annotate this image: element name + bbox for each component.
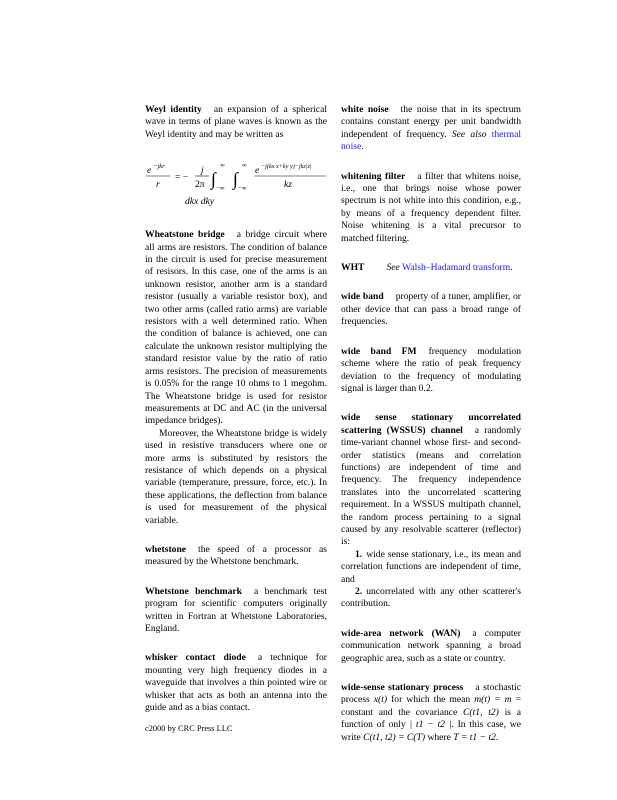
entry-whetstone bbox=[145, 544, 327, 569]
definition-part: for which the mean bbox=[391, 694, 471, 706]
term: wide band FM bbox=[341, 345, 417, 357]
definition: a filter that whitens noise, i.e., one that brings noise whose power spectrum is not white into this condition, e.g., by means of a frequency dependent filter. Noise whitening is a vital precursor to matched filtering. bbox=[341, 170, 521, 244]
term: white noise bbox=[341, 104, 389, 115]
footer-copyright: c2000 by CRC Press LLC bbox=[145, 724, 233, 733]
term: wide band bbox=[341, 291, 384, 303]
definition: the noise that in its spectrum contains constant energy per unit bandwidth independent of frequency. bbox=[341, 104, 521, 140]
lhs-num: e bbox=[147, 165, 152, 177]
lhs-num-exp: −jkr bbox=[153, 163, 165, 171]
entry-whisker-contact-diode bbox=[145, 652, 327, 714]
int1-upper: ∞ bbox=[220, 162, 225, 170]
definition-part: a stochastic process bbox=[341, 682, 521, 706]
weyl-equation-svg bbox=[145, 147, 327, 211]
entry-wide-area-network bbox=[341, 628, 521, 665]
definition: a benchmark test program for scientific computers originally written in Fortran at Whetstone Laboratories, England. bbox=[145, 585, 327, 634]
list-number: 2. bbox=[355, 586, 363, 597]
see-label: See bbox=[386, 262, 400, 274]
integral-2: ∫ bbox=[233, 169, 238, 190]
entry-wheatstone-bridge bbox=[145, 229, 327, 527]
term: wide-sense stationary process bbox=[341, 682, 464, 694]
term: wide sense stationary uncorrelated scattering (WSSUS) channel bbox=[341, 412, 521, 436]
entry-wss-process bbox=[341, 682, 521, 744]
see-also-label: See also bbox=[451, 128, 487, 140]
right-column bbox=[341, 104, 521, 761]
term: Weyl identity bbox=[145, 104, 202, 115]
definition-part: . In this case, we write bbox=[341, 719, 521, 743]
integrand-den: kz bbox=[284, 179, 292, 191]
integrand-e: e bbox=[255, 165, 260, 177]
integrand-exp: −j(kx x+ky y)−jkz|z| bbox=[261, 163, 312, 171]
list-item-2 bbox=[341, 586, 521, 611]
integral-1: ∫ bbox=[211, 169, 216, 190]
definition: the speed of a processor as measured by the Whetstone benchmark. bbox=[145, 543, 327, 568]
link-walsh-hadamard[interactable]: Walsh–Hadamard transform bbox=[402, 262, 511, 274]
frac-den: 2π bbox=[195, 179, 205, 191]
term: WHT bbox=[341, 262, 365, 274]
definition: a randomly time-variant channel whose first- and second-order statistics (means and correlation functions) are independent of time and frequency. The frequency independence translates into the uncorrelated scattering requirement. In a WSSUS multipath channel, the random process pertaining to a signal caused by any resolvable scatterer (reflector) is: bbox=[341, 424, 521, 548]
math-c-equation: C(t1, t2) = C(T) bbox=[363, 731, 426, 743]
definition-continued: Moreover, the Wheatstone bridge is widely used in resistive transducers where one or more arms is substituted by resistors the resistance of which depends on a physical variable (temperature, pressure, force, etc.). In these applications, the deflection from balance is used for measurement of the physical variable. bbox=[145, 427, 327, 526]
int2-upper: ∞ bbox=[242, 162, 247, 170]
definition-part: where bbox=[427, 731, 451, 743]
definition: property of a tuner, amplifier, or other device that can pass a broad range of frequencies. bbox=[341, 291, 521, 328]
definition: an expansion of a spherical wave in terms of plane waves is known as the Weyl identity and may be written as bbox=[145, 104, 327, 140]
definition: frequency modulation scheme where the ratio of peak frequency deviation to the frequency of modulating signal is larger than 0.2. bbox=[341, 345, 521, 394]
entry-wide-band bbox=[341, 291, 521, 328]
weyl-equation bbox=[145, 147, 327, 211]
lhs-den: r bbox=[156, 179, 160, 191]
definition-part: is a function of only bbox=[341, 706, 521, 731]
equals-sign: = − bbox=[175, 172, 189, 184]
entry-white-noise bbox=[341, 104, 521, 154]
entry-wide-band-fm bbox=[341, 346, 521, 396]
entry-wssus-channel bbox=[341, 412, 521, 611]
math-covariance: C(t1, t2) bbox=[463, 706, 499, 718]
math-x-t: x(t) bbox=[373, 694, 388, 706]
definition: a bridge circuit where all arms are resistors. The condition of balance in the circuit is used for precise measurement of resisors. In this case, one of the arms is an unknown resistor, another arm is a standard resistor (usually a variable resistor box), and two other arms (called ratio arms) are variable resistors with a well determined ratio. When the condition of balance is achieved, one can calculate the unknown resistor multiplying the standard resistor value by the ratio of ratio arms resistors. The precision of measurements is 0.05% for the range 10 ohms to 1 megohm. The Wheatstone bridge is used for resistor measurements at DC and AC (in the universal impedance bridges). bbox=[145, 229, 328, 427]
math-t-equation: T = t1 − t2 bbox=[453, 731, 496, 743]
entry-weyl-identity bbox=[145, 104, 327, 141]
entry-wht bbox=[341, 262, 521, 274]
term: whisker contact diode bbox=[145, 652, 246, 664]
int2-lower: −∞ bbox=[238, 185, 247, 193]
period: . bbox=[361, 141, 364, 153]
list-text: wide sense stationary, i.e., its mean and correlation functions are independent of time, and bbox=[341, 548, 521, 585]
term: whetstone bbox=[145, 543, 187, 555]
definition: a technique for mounting very high frequency diodes in a waveguide that involves a thin pointed wire or whisker that acts as both an antenna into the guide and as a bias contact. bbox=[145, 652, 327, 714]
definition: a computer communication network spanning a broad geographic area, such as a state or country. bbox=[341, 627, 521, 664]
list-item-1 bbox=[341, 549, 521, 586]
math-mean: m(t) = m bbox=[474, 694, 512, 706]
definition-part: = constant and the covariance bbox=[341, 694, 522, 718]
left-column bbox=[145, 104, 327, 731]
int1-lower: −∞ bbox=[216, 185, 225, 193]
list-text: uncorrelated with any other scatterer's contribution. bbox=[341, 586, 521, 610]
link-thermal-noise[interactable]: thermal noise bbox=[341, 128, 521, 153]
term: Wheatstone bridge bbox=[145, 229, 225, 241]
differentials: dkx dky bbox=[185, 196, 215, 208]
term: whitening filter bbox=[341, 170, 406, 182]
period: . bbox=[510, 262, 513, 274]
list-number: 1. bbox=[355, 548, 363, 560]
term: Whetstone benchmark bbox=[145, 585, 242, 597]
entry-whitening-filter bbox=[341, 171, 521, 245]
term: wide-area network (WAN) bbox=[341, 627, 461, 639]
frac-num: j bbox=[201, 165, 204, 177]
math-abs-diff: | t1 − t2 | bbox=[409, 719, 452, 731]
entry-whetstone-benchmark bbox=[145, 586, 327, 636]
period: . bbox=[495, 731, 499, 743]
